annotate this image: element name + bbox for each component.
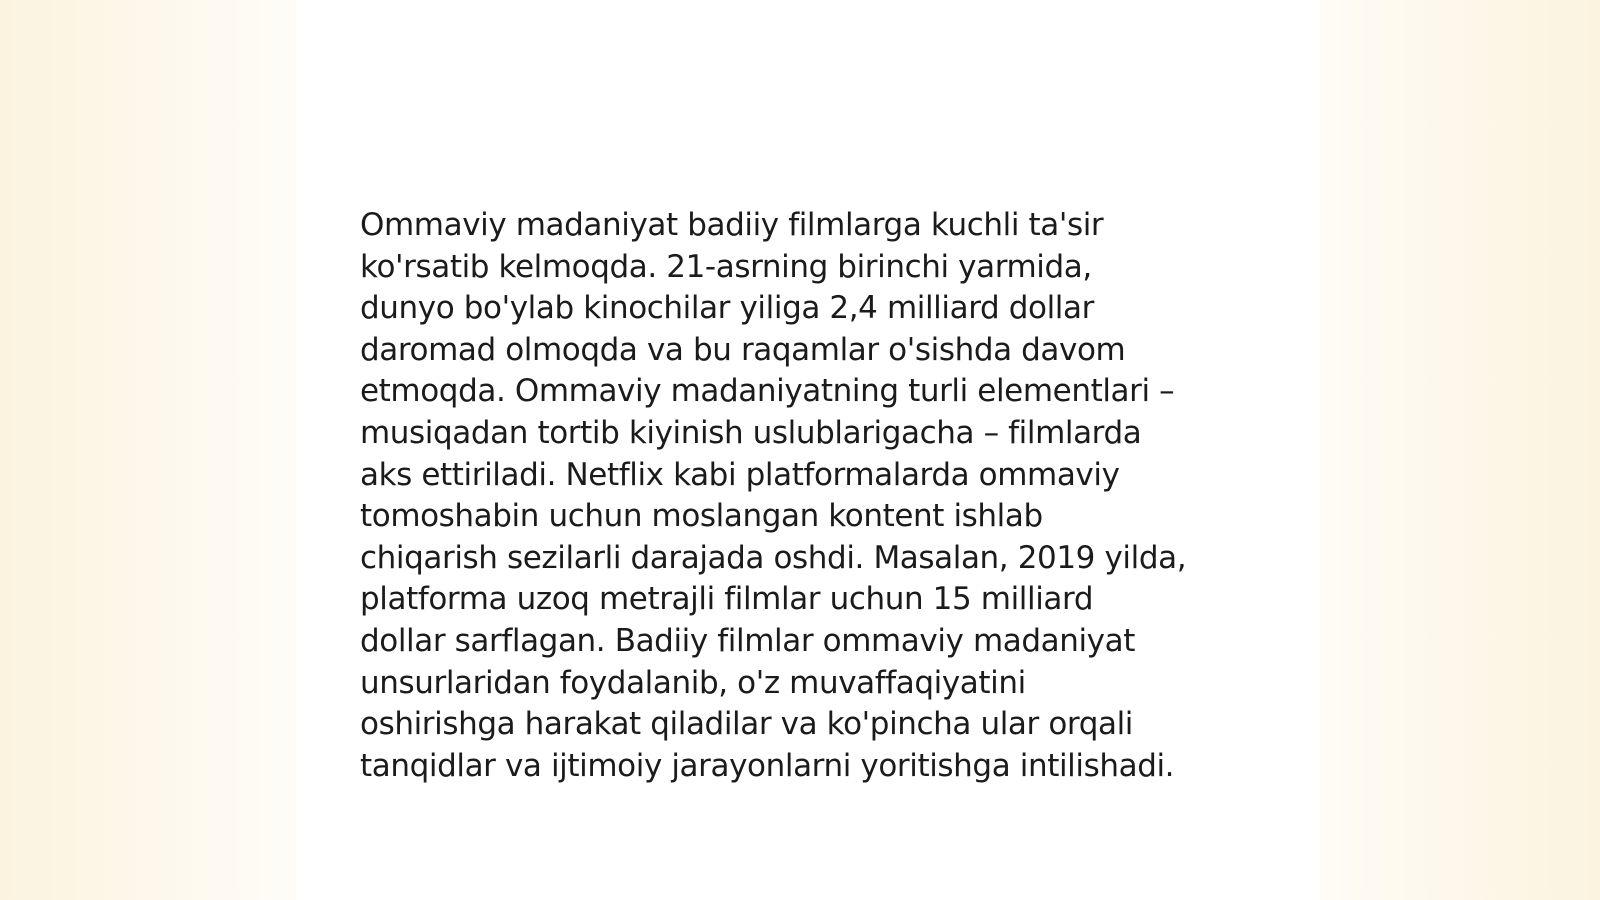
paragraph-line: tanqidlar va ijtimoiy jarayonlarni yoritishga intilishadi. [360, 747, 1175, 784]
paragraph-line: musiqadan tortib kiyinish uslublarigacha – filmlarda [360, 414, 1142, 451]
slide-paragraph [360, 205, 1260, 787]
paragraph-line: Ommaviy madaniyat badiiy filmlarga kuchli ta'sir [360, 207, 1104, 243]
paragraph-line: tomoshabin uchun moslangan kontent ishlab [360, 498, 1043, 535]
paragraph-line: unsurlaridan foydalanib, o'z muvaffaqiyatini [360, 664, 1026, 701]
paragraph-line: oshirishga harakat qiladilar va ko'pincha ular orqali [360, 706, 1133, 743]
paragraph-line: ko'rsatib kelmoqda. 21-asrning birinchi yarmida, [360, 248, 1092, 285]
paragraph-line: platforma uzoq metrajli filmlar uchun 15 milliard [360, 581, 1094, 618]
slide [296, 0, 1320, 900]
paragraph-line: aks ettiriladi. Netflix kabi platformalarda ommaviy [360, 456, 1120, 493]
paragraph-line: chiqarish sezilarli darajada oshdi. Masalan, 2019 yilda, [360, 539, 1187, 576]
paragraph-line: dollar sarflagan. Badiiy filmlar ommaviy madaniyat [360, 622, 1135, 659]
paragraph-line: dunyo bo'ylab kinochilar yiliga 2,4 milliard dollar [360, 290, 1094, 327]
paragraph-line: daromad olmoqda va bu raqamlar o'sishda davom [360, 331, 1126, 368]
paragraph-line: etmoqda. Ommaviy madaniyatning turli elementlari – [360, 373, 1175, 410]
